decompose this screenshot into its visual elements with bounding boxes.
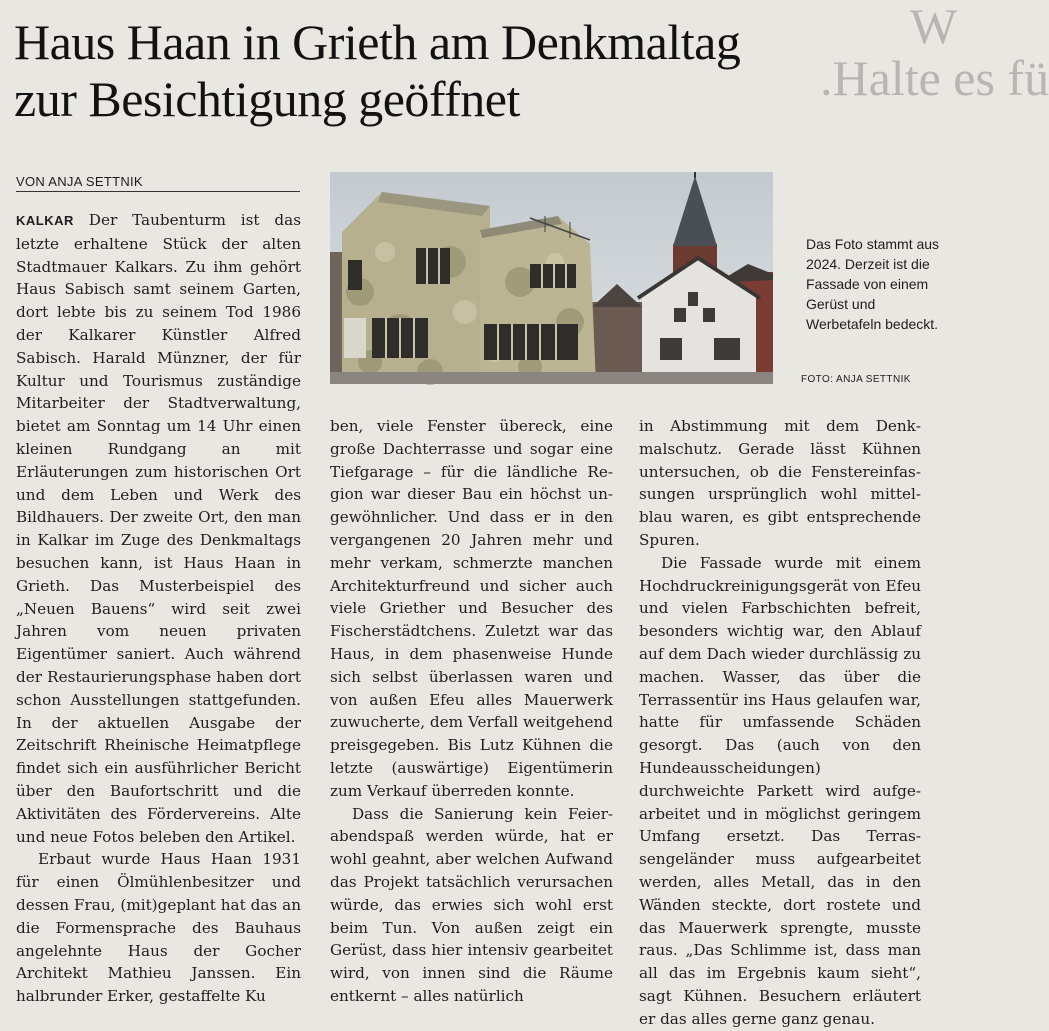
bleed-line-1: W — [910, 0, 958, 54]
article-photo — [330, 172, 773, 384]
paragraph — [16, 209, 301, 848]
paragraph: Die Fassade wurde mit einem Hochdruckreinigungsgerät von Efeu und vielen Farbschichten befreit, besonders wichtig war, den Ablauf auf dem Dach wieder durchlässig zu machen. Wasser, das über die Terrassentür ins Haus gelaufen war, hatte für umfassende Schäden gesorgt. Das (auch von den Hundeausscheidungen) durchweichte Parkett wird aufgearbeitet und in möglichst geringem Umfang ersetzt. Das Terrassengeländer muss aufgearbeitet werden, alles Metall, das in den Wänden steckte, dort rostete und das Mauerwerk sprengte, musste raus. „Das Schlimme ist, dass man all das im Ergebnis kaum sieht“, sagt Kühnen. Besuchern erläutert er das alles gerne ganz genau. — [639, 553, 921, 1028]
paragraph: ben, viele Fenster übereck, eine große Dachterrasse und sogar eine Tiefgarage – für die ländliche Region war dieser Bau ein höchst ungewöhnlicher. Und dass er in den vergangenen 20 Jahren mehr und mehr verkam, schmerzte manchen Architekturfreund und sicher auch viele Griether und Besucher des Fischerstädtchens. Zuletzt war das Haus, in dem phasenweise Hunde sich selbst überlassen waren und von außen Efeu alles Mauerwerk zuwucherte, dem Verfall weitgehend preisgegeben. Bis Lutz Kühnen die letzte (auswärtige) Eigentümerin zum Verkauf überreden konnte. — [330, 417, 613, 800]
headline-line-1: Haus Haan in Grieth am Denkmaltag — [14, 14, 741, 70]
photo-credit: FOTO: ANJA SETTNIK — [801, 374, 911, 385]
paragraph-text: Der Taubenturm ist das letzte erhaltene Stück der alten Stadtmauer Kalkars. Zu ihm gehört Haus Sabisch samt seinem Garten, dort lebte bis zu seinem Tod 1986 der Kalkarer Künstler Alfred Sabisch. Harald Münzner, der für Kultur und Tourismus zuständige Mitarbeiter der Stadtverwaltung, bietet am Sonntag um 14 Uhr einen kleinen Rundgang an mit Erläuterungen zum historischen Ort und dem Leben und Werk des Bildhauers. Der zweite Ort, den man in Kalkar im Zuge des Denkmaltags besuchen kann, ist Haus Haan in Grieth. Das Musterbeispiel des „Neuen Bauens“ wird seit zwei Jahren vom neuen privaten Eigentümer saniert. Auch während der Restaurierungsphase haben dort schon Ausstellungen stattgefunden. In der aktuellen Ausgabe der Zeitschrift Rheinische Heimatpflege findet sich ein ausführlicher Bericht über den Baufortschritt und die Aktivitäten des Fördervereins. Alte und neue Fotos beleben den Artikel. — [16, 211, 301, 846]
article-column-1 — [16, 209, 301, 1008]
bleed-line-2: .Halte es fü — [820, 50, 1049, 106]
headline — [14, 14, 944, 128]
paragraph: Dass die Sanierung kein Feierabendspaß werden würde, hat er wohl geahnt, aber welchen Aufwand das Projekt tatsächlich verursachen würde, das erwies sich wohl erst beim Tun. Von außen zeigt ein Gerüst, dass hier intensiv gearbeitet wird, von innen sind die Räume entkernt – alles natürlich — [330, 804, 613, 1005]
dateline: KALKAR — [16, 213, 74, 228]
article-column-3 — [639, 415, 921, 1031]
house-photo-illustration — [330, 172, 773, 384]
article-column-2 — [330, 415, 613, 1008]
headline-line-2: zur Besichtigung geöffnet — [14, 71, 520, 127]
byline: VON ANJA SETTNIK — [16, 174, 300, 192]
paragraph: in Abstimmung mit dem Denkmalschutz. Gerade lässt Kühnen untersuchen, ob die Fenstereinfassungen ursprünglich wohl mittelblau waren, es gibt entsprechende Spuren. — [639, 417, 921, 549]
photo-caption: Das Foto stammt aus 2024. Derzeit ist die Fassade von einem Gerüst und Werbetafeln bedeckt. — [806, 236, 940, 332]
paragraph: Erbaut wurde Haus Haan 1931 für einen Ölmühlenbesitzer und dessen Frau, (mit)geplant hat das an die Formensprache des Bauhaus angelehnte Haus der Gocher Architekt Mathieu Janssen. Ein halbrunder Erker, gestaffelte Ku — [16, 850, 301, 1006]
